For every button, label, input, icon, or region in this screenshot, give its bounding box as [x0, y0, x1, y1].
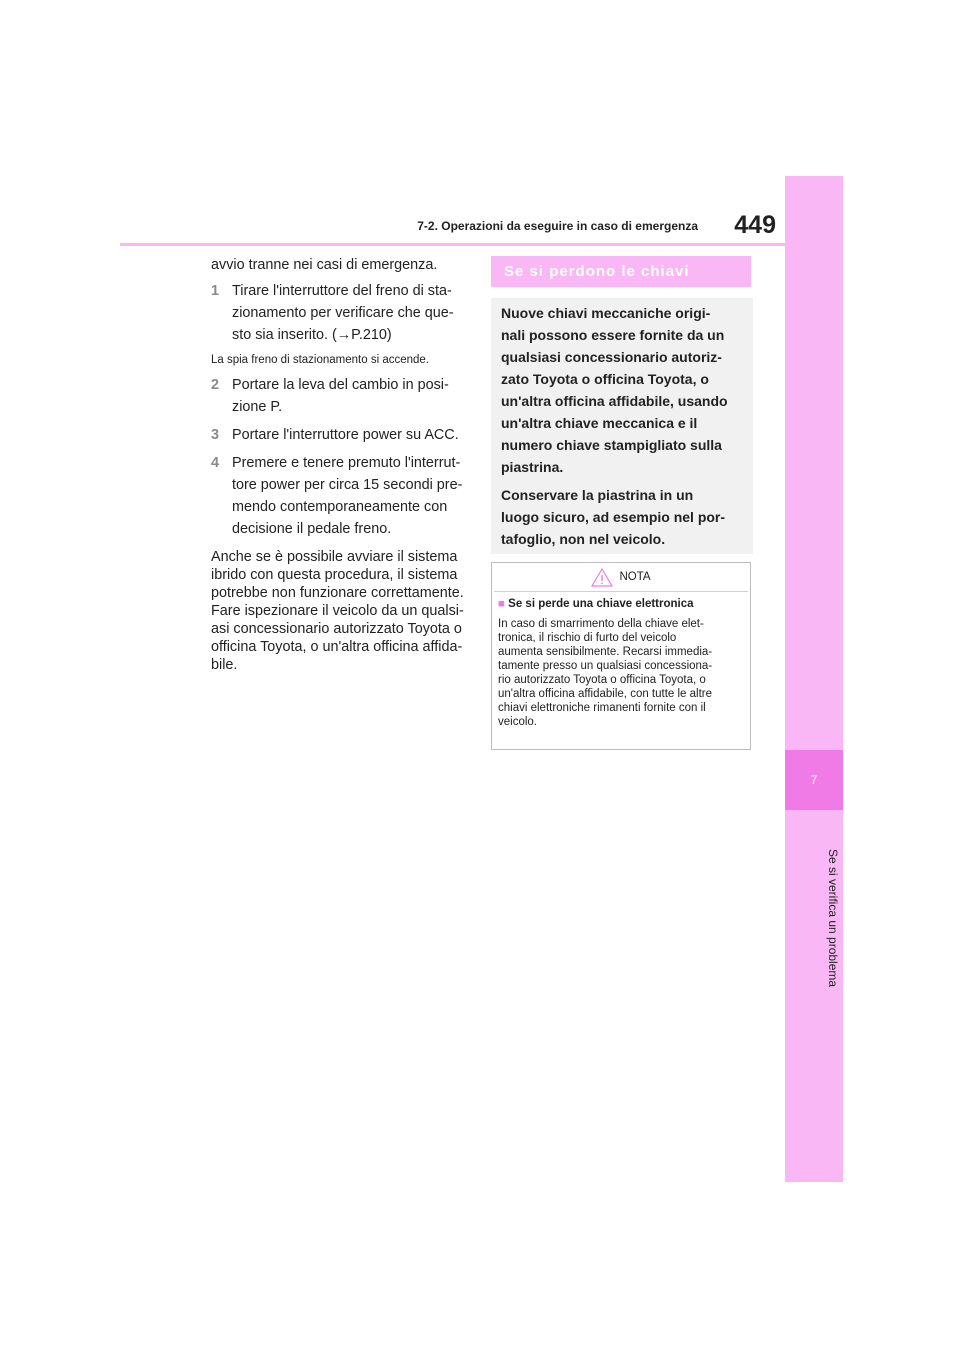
- info-line: nali possono essere fornite da un: [501, 327, 725, 343]
- nota-body: [498, 597, 742, 729]
- step-3: [211, 424, 469, 446]
- step-1: [211, 280, 469, 346]
- nota-divider: [494, 591, 748, 592]
- step-line: sto sia inserito. (→P.210): [232, 327, 392, 343]
- nota-line: rio autorizzato Toyota o officina Toyota, o: [498, 674, 706, 686]
- step-4: [211, 452, 469, 540]
- step-line: Tirare l'interruttore del freno di sta-: [232, 283, 452, 299]
- nota-line: chiavi elettroniche rimanenti fornite con il: [498, 702, 706, 714]
- chapter-side-tab: [785, 176, 843, 1182]
- nota-line: un'altra officina affidabile, con tutte le altre: [498, 688, 713, 700]
- closing-paragraph: [211, 548, 469, 674]
- info-line: Conservare la piastrina in un: [501, 487, 694, 503]
- info-line: Nuove chiavi meccaniche origi-: [501, 305, 711, 321]
- paragraph-line: officina Toyota, o un'altra officina affida-: [211, 639, 463, 655]
- warning-triangle-icon: [591, 567, 613, 587]
- step-note: La spia freno di stazionamento si accende.: [211, 354, 429, 366]
- step-line: zionamento per verificare che que-: [232, 305, 454, 321]
- info-line: tafoglio, non nel veicolo.: [501, 531, 666, 547]
- info-line: numero chiave stampigliato sulla: [501, 437, 722, 453]
- step-line: zione P.: [232, 399, 283, 415]
- paragraph-line: asi concessionario autorizzato Toyota o: [211, 621, 462, 637]
- info-paragraph-1: [501, 302, 743, 478]
- step-number: 4: [211, 455, 220, 471]
- page-number: 449: [734, 211, 776, 239]
- step-line: tore power per circa 15 secondi pre-: [232, 477, 463, 493]
- paragraph-line: ibrido con questa procedura, il sistema: [211, 567, 458, 583]
- paragraph-line: Anche se è possibile avviare il sistema: [211, 549, 458, 565]
- nota-line: tamente presso un qualsiasi concessiona-: [498, 660, 713, 672]
- nota-line: aumenta sensibilmente. Recarsi immedia-: [498, 646, 713, 658]
- nota-box: [491, 562, 751, 750]
- step-line: Premere e tenere premuto l'interrut-: [232, 455, 461, 471]
- paragraph-line: bile.: [211, 657, 238, 673]
- info-paragraph-2: [501, 484, 743, 550]
- step-2: [211, 374, 469, 418]
- step-line: decisione il pedale freno.: [232, 521, 392, 537]
- info-line: zato Toyota o officina Toyota, o: [501, 371, 709, 387]
- nota-label: NOTA: [619, 571, 651, 583]
- left-column: [211, 254, 469, 674]
- nota-line: veicolo.: [498, 716, 537, 728]
- intro-text: avvio tranne nei casi di emergenza.: [211, 257, 438, 273]
- info-line: un'altra officina affidabile, usando: [501, 393, 728, 409]
- nota-title-text: Se si perde una chiave elettronica: [508, 598, 694, 610]
- nota-line: tronica, il rischio di furto del veicolo: [498, 632, 677, 644]
- section-title: 7-2. Operazioni da eseguire in caso di emergenza: [417, 219, 698, 233]
- paragraph-line: Fare ispezionare il veicolo da un qualsi-: [211, 603, 464, 619]
- step-line: Portare l'interruttore power su ACC.: [232, 427, 459, 443]
- square-bullet-icon: ■: [498, 598, 505, 610]
- step-line: Portare la leva del cambio in posi-: [232, 377, 449, 393]
- nota-header: [492, 563, 750, 591]
- nota-line: In caso di smarrimento della chiave elet-: [498, 618, 704, 630]
- nota-title: [498, 597, 742, 611]
- info-line: qualsiasi concessionario autoriz-: [501, 349, 722, 365]
- info-line: un'altra chiave meccanica e il: [501, 415, 698, 431]
- step-number: 3: [211, 427, 220, 443]
- section-heading: Se si perdono le chiavi: [491, 256, 751, 287]
- chapter-number: 7: [785, 750, 843, 810]
- step-number: 1: [211, 283, 220, 299]
- chapter-label: Se si verifica un problema: [826, 848, 840, 988]
- info-box: [491, 298, 753, 554]
- info-line: piastrina.: [501, 459, 564, 475]
- paragraph-line: potrebbe non funzionare correttamente.: [211, 585, 464, 601]
- step-line: mendo contemporaneamente con: [232, 499, 448, 515]
- info-line: luogo sicuro, ad esempio nel por-: [501, 509, 726, 525]
- step-number: 2: [211, 377, 220, 393]
- header-divider: [120, 243, 785, 246]
